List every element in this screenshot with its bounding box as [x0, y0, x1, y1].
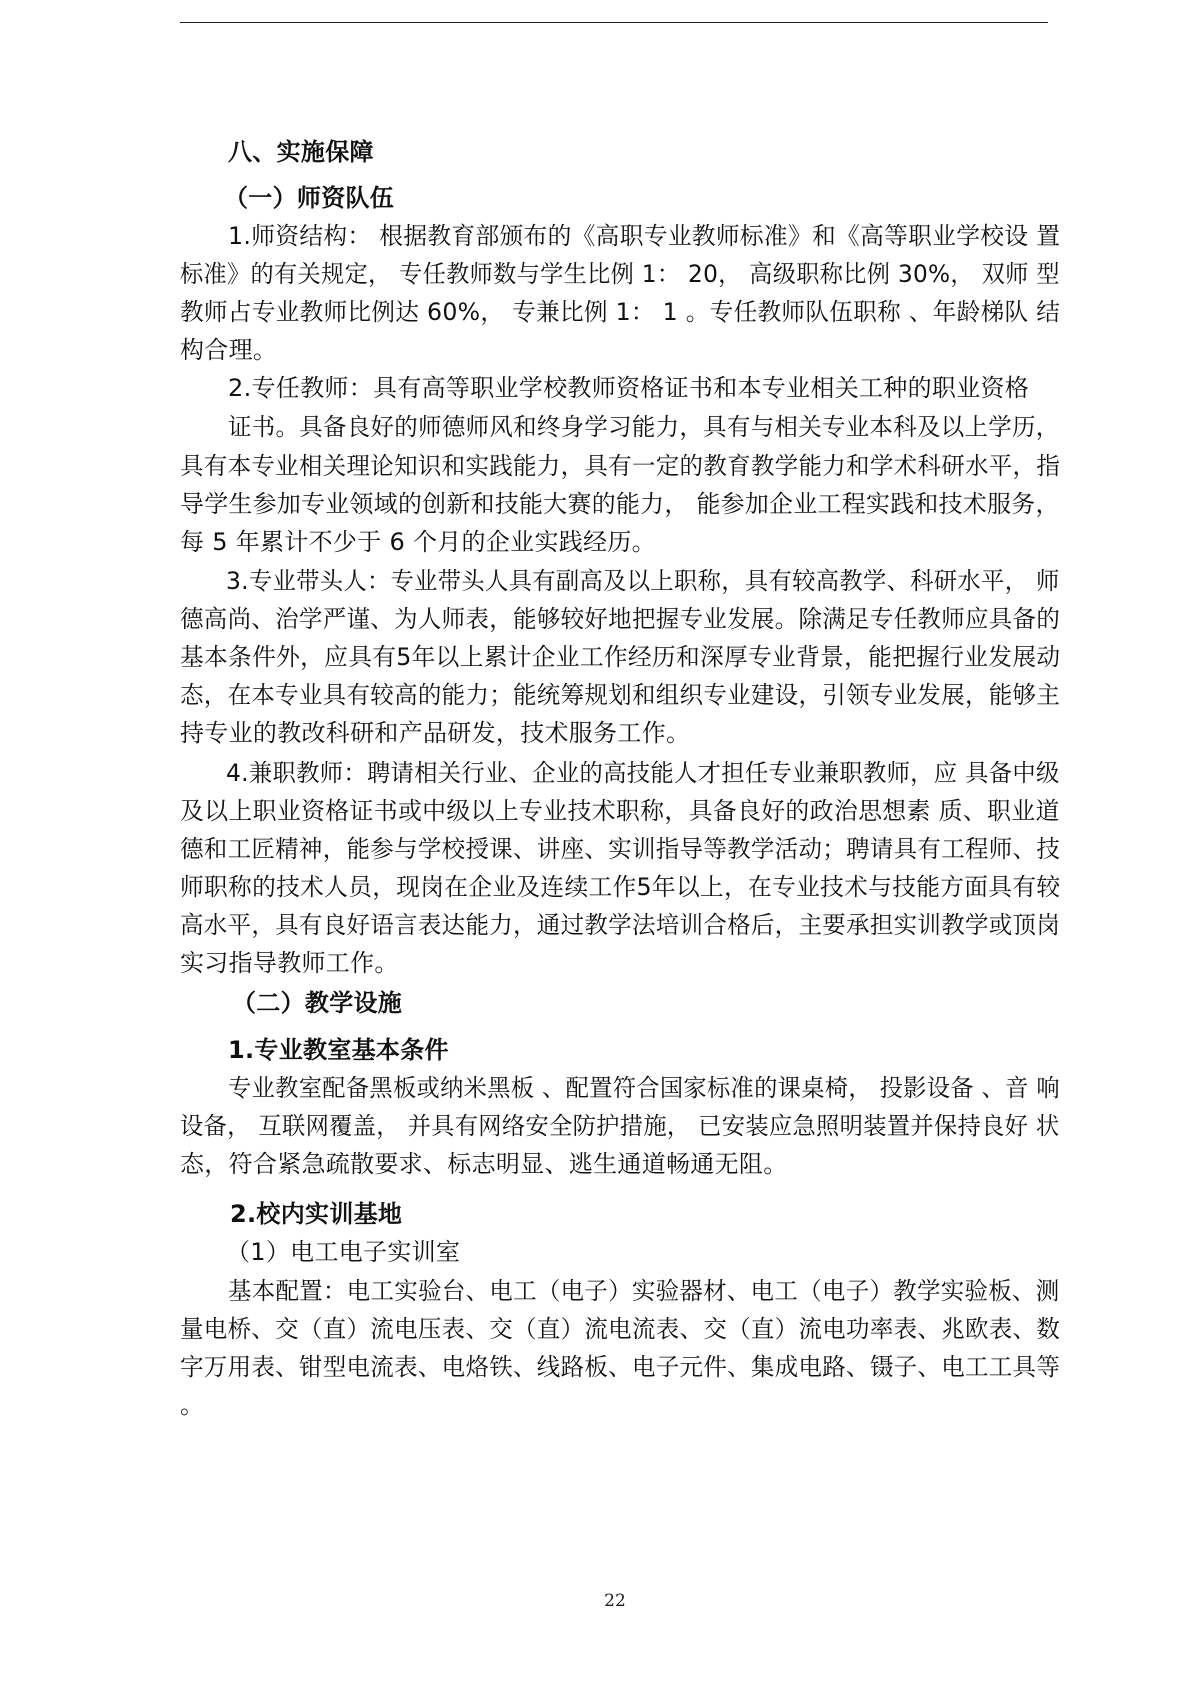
paragraph-line: 具有本专业相关理论知识和实践能力，具有一定的教育教学能力和学术科研水平，指: [180, 452, 1061, 480]
item-title-classroom: 1.专业教室基本条件: [228, 1036, 449, 1064]
header-rule: [180, 22, 1048, 23]
paragraph-line: 标准》的有关规定， 专任教师数与学生比例 1： 20， 高级职称比例 30%， 双师 型: [180, 260, 1060, 288]
item-title-training-base: 2.校内实训基地: [230, 1200, 403, 1228]
paragraph-line: 4.兼职教师：聘请相关行业、企业的高技能人才担任专业兼职教师，应 具备中级: [226, 759, 1060, 787]
paragraph-line: 高水平，具有良好语言表达能力，通过教学法培训合格后，主要承担实训教学或顶岗: [180, 911, 1061, 939]
paragraph-line: 3.专业带头人：专业带头人具有副高及以上职称，具有较高教学、科研水平， 师: [226, 567, 1060, 595]
subsection-title-facilities: （二）教学设施: [232, 989, 403, 1017]
paragraph-line: 态，在本专业具有较高的能力；能统筹规划和组织专业建设，引领专业发展，能够主: [180, 681, 1061, 709]
paragraph-line: 师职称的技术人员，现岗在企业及连续工作5年以上，在专业技术与技能方面具有较: [180, 873, 1061, 901]
paragraph-line: 基本配置：电工实验台、电工（电子）实验器材、电工（电子）教学实验板、测: [228, 1277, 1060, 1305]
paragraph-line: 字万用表、钳型电流表、电烙铁、线路板、电子元件、集成电路、镊子、电工工具等: [180, 1353, 1061, 1381]
section-title: 八、实施保障: [228, 138, 374, 166]
page-number: 22: [604, 1591, 626, 1611]
paragraph-line: 每 5 年累计不少于 6 个月的企业实践经历。: [180, 528, 656, 556]
paragraph-line: 2.专任教师：具有高等职业学校教师资格证书和本专业相关工种的职业资格: [228, 374, 1030, 402]
paragraph-line: 德和工匠精神，能参与学校授课、讲座、实训指导等教学活动；聘请具有工程师、技: [180, 835, 1061, 863]
paragraph-line: 态，符合紧急疏散要求、标志明显、逃生通道畅通无阻。: [180, 1150, 788, 1178]
paragraph-line: 持专业的教改科研和产品研发，技术服务工作。: [180, 719, 691, 747]
subsection-title-faculty: （一）师资队伍: [224, 184, 395, 212]
paragraph-line: 及以上职业资格证书或中级以上专业技术职称，具备良好的政治思想素 质、职业道: [180, 797, 1060, 825]
paragraph-line: 教师占专业教师比例达 60%， 专兼比例 1： 1 。专任教师队伍职称 、年龄梯队 结: [180, 298, 1061, 326]
paragraph-line: 导学生参加专业领域的创新和技能大赛的能力， 能参加企业工程实践和技术服务，: [180, 490, 1060, 518]
paragraph-line: 1.师资结构： 根据教育部颁布的《高职专业教师标准》和《高等职业学校设 置: [228, 222, 1061, 250]
paragraph-line: 基本条件外，应具有5年以上累计企业工作经历和深厚专业背景，能把握行业发展动: [180, 643, 1061, 671]
paragraph-line: 。: [180, 1391, 205, 1419]
paragraph-line: 证书。具备良好的师德师风和终身学习能力，具有与相关专业本科及以上学历，: [228, 413, 1060, 441]
paragraph-line: 量电桥、交（直）流电压表、交（直）流电流表、交（直）流电功率表、兆欧表、数: [180, 1315, 1061, 1343]
paragraph-line: 构合理。: [180, 336, 278, 364]
paragraph-line: 设备， 互联网覆盖， 并具有网络安全防护措施， 已安装应急照明装置并保持良好 状: [180, 1112, 1060, 1140]
paragraph-line: 实习指导教师工作。: [180, 949, 399, 977]
paragraph-line: 专业教室配备黑板或纳米黑板 、配置符合国家标准的课桌椅， 投影设备 、音 响: [228, 1074, 1060, 1102]
subitem-title-electrical-lab: （1）电工电子实训室: [226, 1238, 461, 1266]
paragraph-line: 德高尚、治学严谨、为人师表，能够较好地把握专业发展。除满足专任教师应具备的: [180, 605, 1061, 633]
